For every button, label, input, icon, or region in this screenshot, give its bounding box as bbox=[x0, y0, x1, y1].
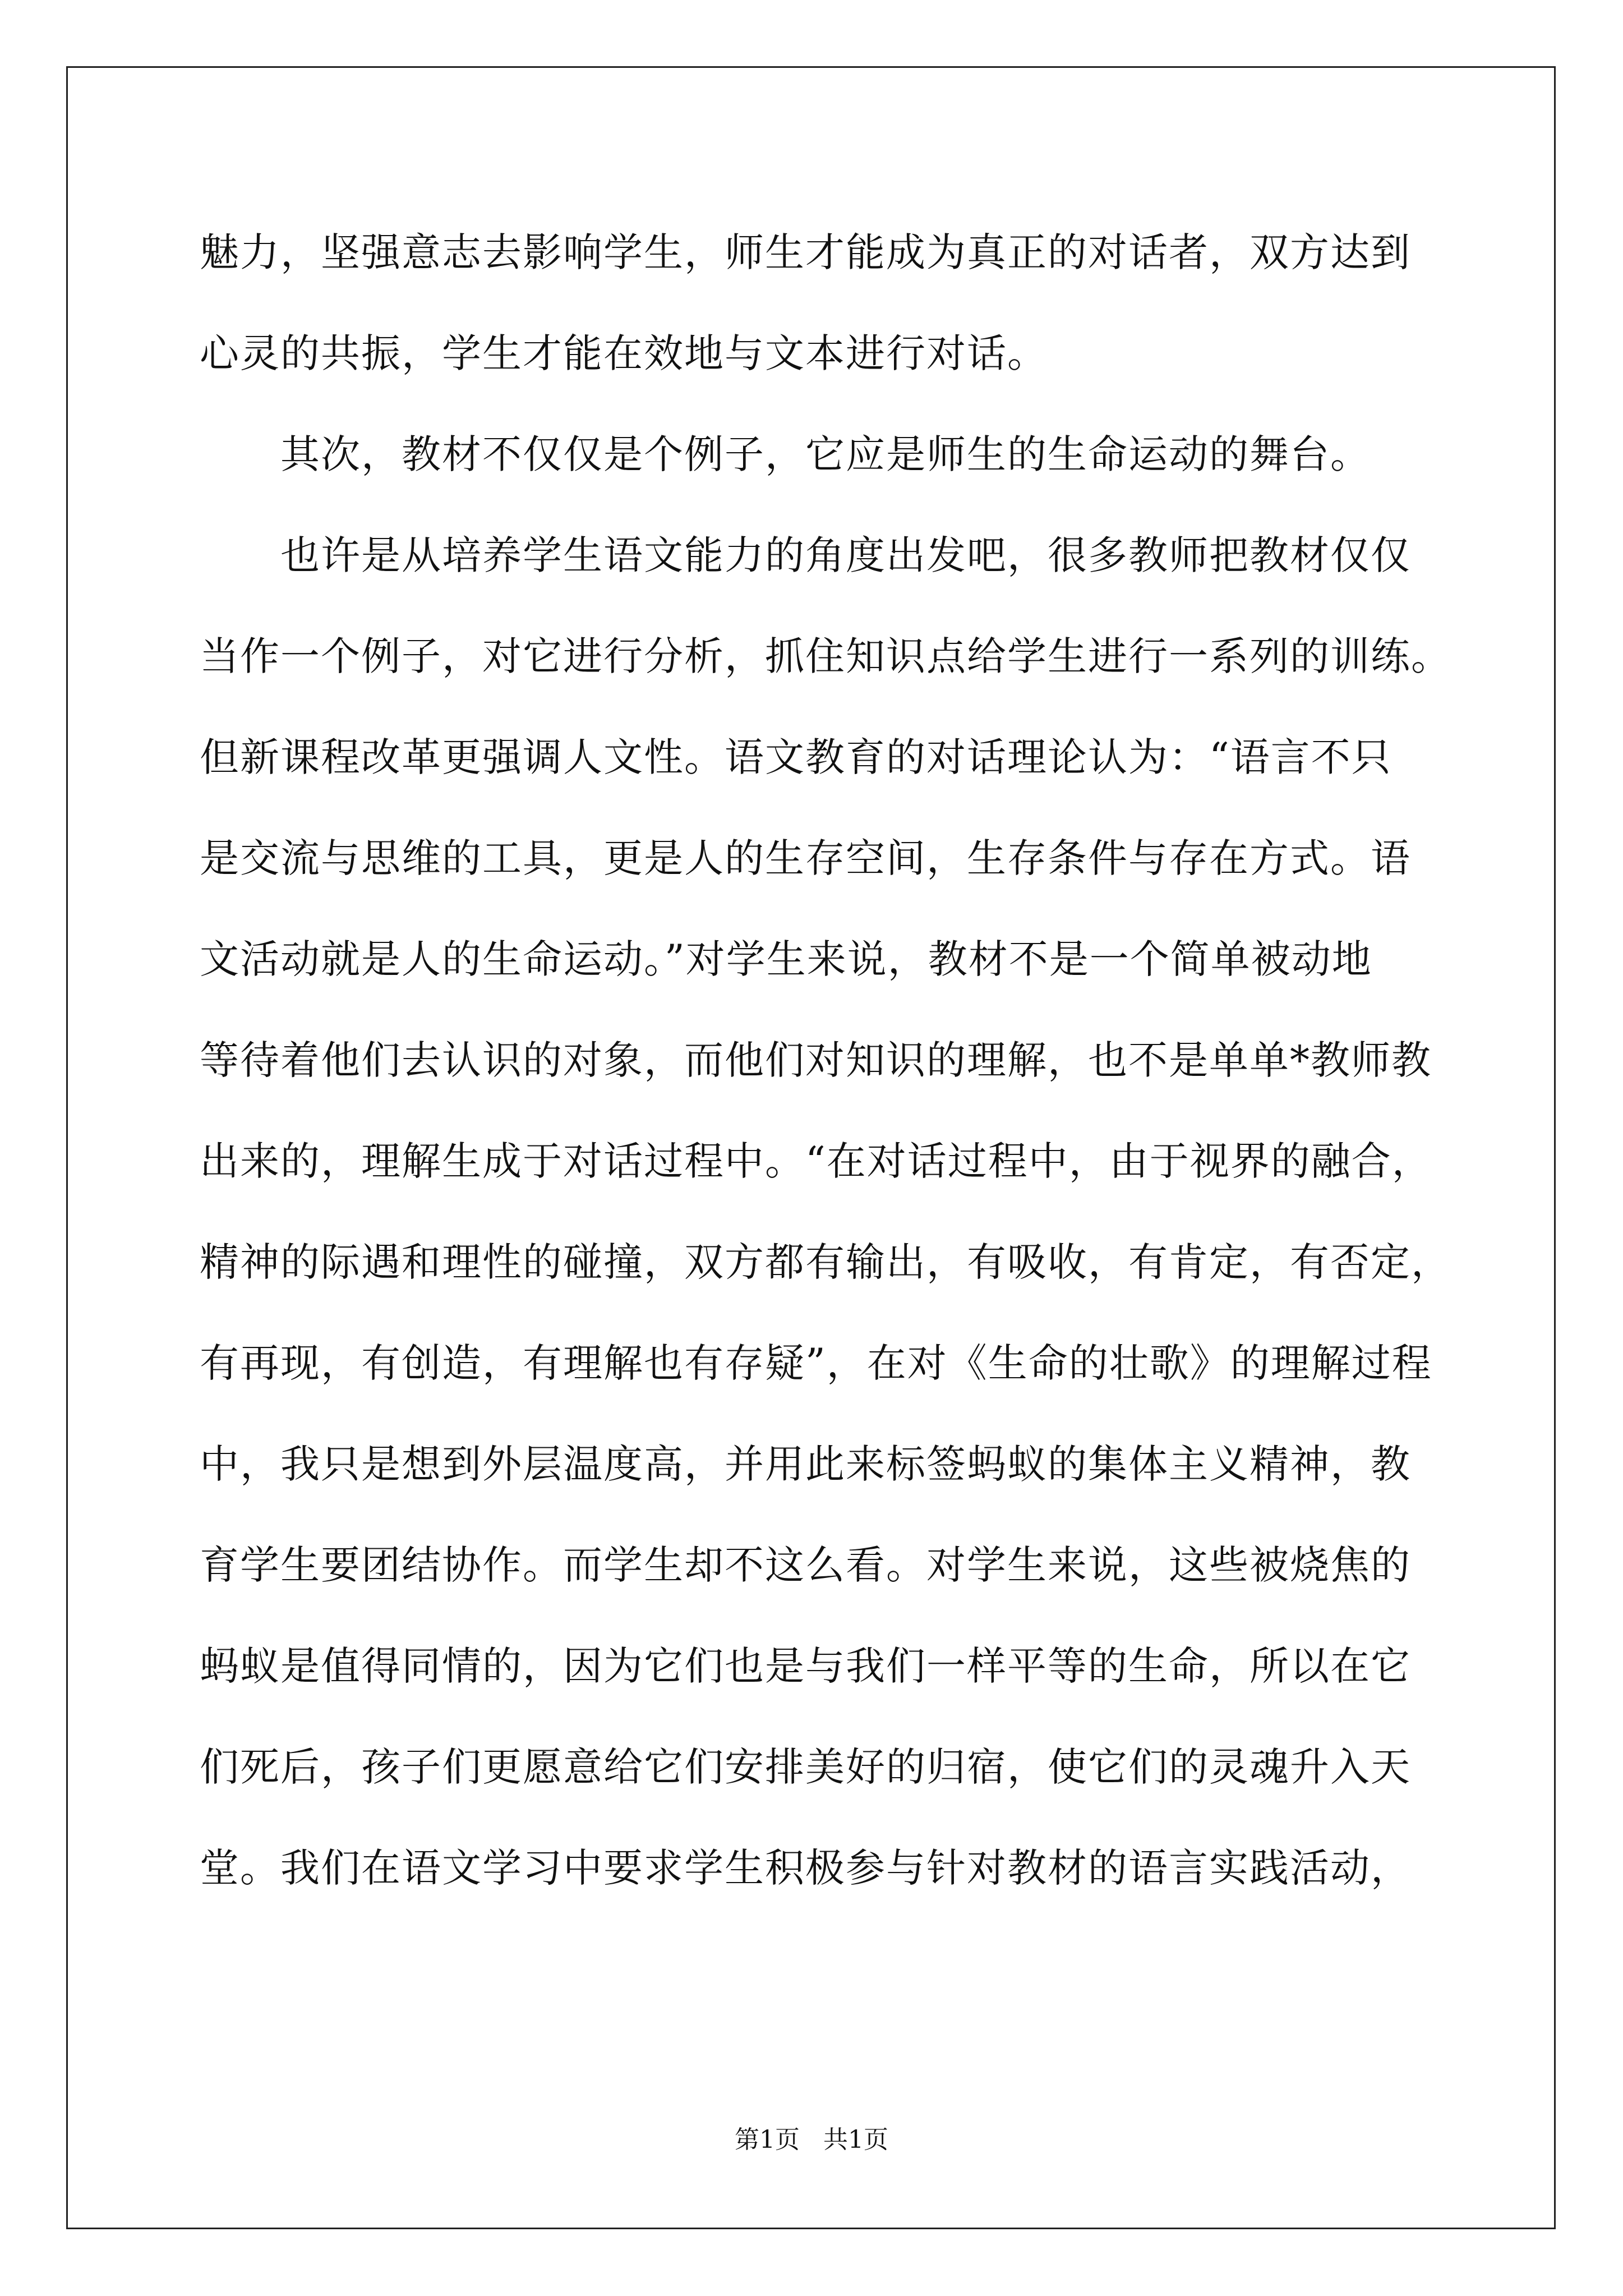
text-line: 精神的际遇和理性的碰撞，双方都有输出，有吸收，有肯定，有否定， bbox=[200, 1239, 1451, 1285]
text-line: 有再现，有创造，有理解也有存疑”，在对《生命的壮歌》的理解过程 bbox=[200, 1340, 1432, 1386]
text-line: 魅力，坚强意志去影响学生，师生才能成为真正的对话者，双方达到 bbox=[200, 229, 1411, 275]
text-line: 出来的，理解生成于对话过程中。“在对话过程中，由于视界的融合， bbox=[200, 1138, 1432, 1184]
text-line: 们死后，孩子们更愿意给它们安排美好的归宿，使它们的灵魂升入天 bbox=[200, 1744, 1411, 1790]
text-line: 心灵的共振，学生才能在效地与文本进行对话。 bbox=[200, 330, 1048, 376]
text-line: 当作一个例子，对它进行分析，抓住知识点给学生进行一系列的训练。 bbox=[200, 633, 1451, 679]
text-line: 中，我只是想到外层温度高，并用此来标签蚂蚁的集体主义精神，教 bbox=[200, 1441, 1411, 1487]
text-line: 堂。我们在语文学习中要求学生积极参与针对教材的语言实践活动， bbox=[200, 1845, 1411, 1891]
page-number: 第1页 共1页 bbox=[735, 2125, 888, 2154]
text-line: 但新课程改革更强调人文性。语文教育的对话理论认为：“语言不只 bbox=[200, 734, 1392, 780]
text-line: 育学生要团结协作。而学生却不这么看。对学生来说，这些被烧焦的 bbox=[200, 1542, 1411, 1588]
text-line: 文活动就是人的生命运动。”对学生来说，教材不是一个简单被动地 bbox=[200, 936, 1372, 982]
text-line: 等待着他们去认识的对象，而他们对知识的理解，也不是单单*教师教 bbox=[200, 1037, 1432, 1083]
text-line: 蚂蚁是值得同情的，因为它们也是与我们一样平等的生命，所以在它 bbox=[200, 1643, 1411, 1689]
paragraph-first-line: 也许是从培养学生语文能力的角度出发吧，很多教师把教材仅仅 bbox=[280, 532, 1411, 578]
paragraph-first-line: 其次，教材不仅仅是个例子，它应是师生的生命运动的舞台。 bbox=[280, 431, 1371, 477]
text-line: 是交流与思维的工具，更是人的生存空间，生存条件与存在方式。语 bbox=[200, 835, 1411, 881]
